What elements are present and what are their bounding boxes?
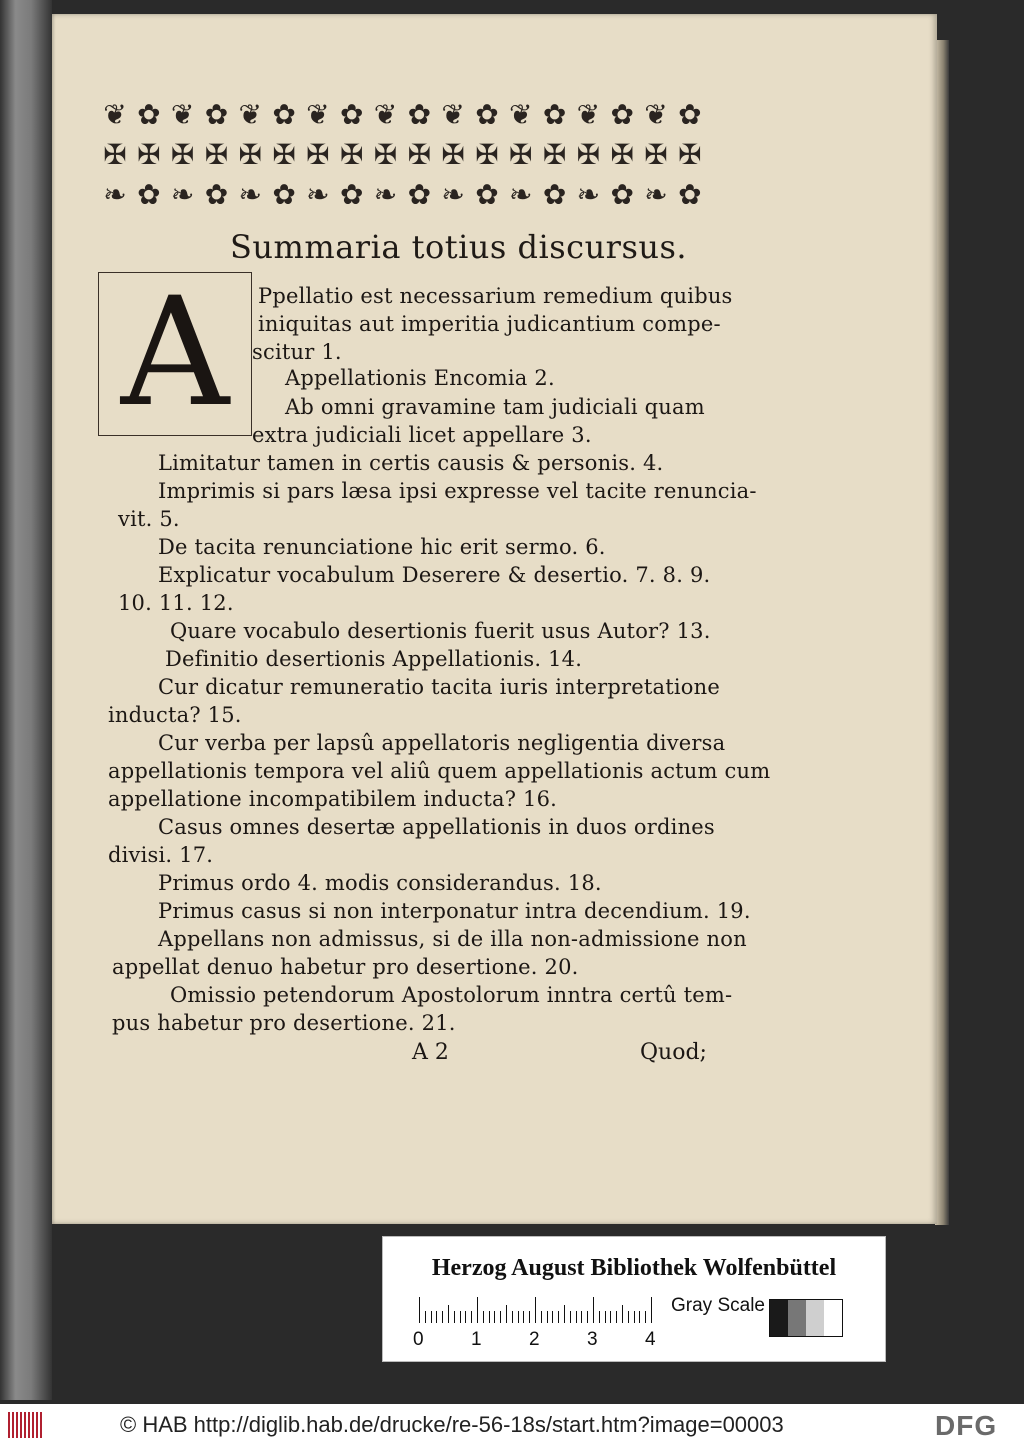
text-line: Appellans non admissus, si de illa non-admissione non [158, 927, 747, 951]
ruler-tick [581, 1311, 582, 1323]
ruler-tick [442, 1311, 443, 1323]
hab-logo-icon [8, 1412, 46, 1438]
ruler-tick [425, 1311, 426, 1323]
ruler-number: 3 [587, 1329, 598, 1350]
ruler-tick [587, 1311, 588, 1323]
ruler-tick [535, 1297, 536, 1323]
ruler-tick [616, 1311, 617, 1323]
text-line: extra judiciali licet appellare 3. [252, 423, 592, 447]
text-line: inducta? 15. [108, 703, 242, 727]
text-line: Imprimis si pars læsa ipsi expresse vel tacite renuncia- [158, 479, 757, 503]
ruler-tick [610, 1311, 611, 1323]
ruler-tick [605, 1311, 606, 1323]
ornament-row: ❦ ✿ ❦ ✿ ❦ ✿ ❦ ✿ ❦ ✿ ❦ ✿ ❦ ✿ ❦ ✿ ❦ ✿ [103, 98, 702, 131]
ruler-tick [639, 1311, 640, 1323]
text-line: Ppellatio est necessarium remedium quibus [258, 284, 733, 308]
ruler-tick [645, 1311, 646, 1323]
library-title: Herzog August Bibliothek Wolfenbüttel [431, 1255, 837, 1281]
gray-swatch [824, 1300, 842, 1336]
ruler-number: 0 [413, 1329, 424, 1350]
text-line: scitur 1. [252, 340, 342, 364]
ruler-tick [454, 1311, 455, 1323]
ruler-tick [576, 1311, 577, 1323]
gray-swatch [806, 1300, 824, 1336]
ruler [419, 1297, 649, 1323]
ruler-tick [564, 1305, 565, 1323]
text-line: Primus casus si non interponatur intra decendium. 19. [158, 899, 751, 923]
footer-bar [0, 1404, 1024, 1446]
text-line: Primus ordo 4. modis considerandus. 18. [158, 871, 602, 895]
ruler-tick [419, 1297, 420, 1323]
text-line: appellationis tempora vel aliû quem appellationis actum cum [108, 759, 771, 783]
ruler-tick [599, 1311, 600, 1323]
text-line: Casus omnes desertæ appellationis in duos ordines [158, 815, 715, 839]
ruler-tick [460, 1311, 461, 1323]
ruler-tick [651, 1297, 652, 1323]
text-line: Quare vocabulo desertionis fuerit usus Autor? 13. [170, 619, 711, 643]
ornament-row: ✠ ✠ ✠ ✠ ✠ ✠ ✠ ✠ ✠ ✠ ✠ ✠ ✠ ✠ ✠ ✠ ✠ ✠ [103, 138, 702, 171]
ruler-tick [570, 1311, 571, 1323]
initial-letter: A [120, 266, 230, 440]
text-line: divisi. 17. [108, 843, 214, 867]
library-scale-label [382, 1236, 886, 1362]
catchword: Quod; [640, 1040, 707, 1065]
gray-scale-swatches [769, 1299, 843, 1337]
text-line: vit. 5. [118, 507, 180, 531]
ruler-tick [431, 1311, 432, 1323]
text-line: De tacita renunciatione hic erit sermo. 6. [158, 535, 606, 559]
ruler-tick [558, 1311, 559, 1323]
ruler-tick [471, 1311, 472, 1323]
ruler-tick [477, 1297, 478, 1323]
ruler-tick [448, 1305, 449, 1323]
ruler-tick [465, 1311, 466, 1323]
gray-swatch [788, 1300, 806, 1336]
gray-scale-label: Gray Scale [671, 1295, 765, 1316]
text-line: Cur verba per lapsû appellatoris negligentia diversa [158, 731, 726, 755]
text-line: Appellationis Encomia 2. [285, 366, 555, 390]
text-line: Limitatur tamen in certis causis & personis. 4. [158, 451, 664, 475]
ruler-tick [529, 1311, 530, 1323]
text-line: Ab omni gravamine tam judiciali quam [285, 395, 705, 419]
ruler-number: 4 [645, 1329, 656, 1350]
text-line: Definitio desertionis Appellationis. 14. [165, 647, 583, 671]
ruler-tick [489, 1311, 490, 1323]
ruler-tick [483, 1311, 484, 1323]
text-line: Explicatur vocabulum Deserere & desertio. 7. 8. 9. [158, 563, 711, 587]
text-line: Omissio petendorum Apostolorum inntra certû tem- [170, 983, 733, 1007]
ruler-tick [500, 1311, 501, 1323]
ruler-tick [523, 1311, 524, 1323]
ruler-tick [436, 1311, 437, 1323]
text-line: iniquitas aut imperitia judicantium compe- [258, 312, 721, 336]
ruler-tick [506, 1305, 507, 1323]
text-line: Cur dicatur remuneratio tacita iuris interpretatione [158, 675, 720, 699]
ruler-tick [552, 1311, 553, 1323]
gray-swatch [770, 1300, 788, 1336]
copyright-link[interactable]: © HAB http://diglib.hab.de/drucke/re-56-18s/start.htm?image=00003 [120, 1412, 784, 1437]
ruler-tick [518, 1311, 519, 1323]
page-signature: A 2 [412, 1040, 449, 1065]
ruler-tick [622, 1305, 623, 1323]
ruler-tick [541, 1311, 542, 1323]
ornament-row: ❧ ✿ ❧ ✿ ❧ ✿ ❧ ✿ ❧ ✿ ❧ ✿ ❧ ✿ ❧ ✿ ❧ ✿ [103, 178, 702, 211]
page-heading: Summaria totius discursus. [230, 228, 688, 266]
text-line: pus habetur pro desertione. 21. [112, 1011, 456, 1035]
ruler-tick [628, 1311, 629, 1323]
text-line: 10. 11. 12. [118, 591, 234, 615]
ruler-number: 2 [529, 1329, 540, 1350]
dfg-logo: DFG [935, 1410, 998, 1441]
ruler-tick [634, 1311, 635, 1323]
ruler-number: 1 [471, 1329, 482, 1350]
ruler-tick [547, 1311, 548, 1323]
text-line: appellatione incompatibilem inducta? 16. [108, 787, 558, 811]
text-line: appellat denuo habetur pro desertione. 20. [112, 955, 579, 979]
ruler-tick [512, 1311, 513, 1323]
ruler-tick [593, 1297, 594, 1323]
ruler-tick [494, 1311, 495, 1323]
